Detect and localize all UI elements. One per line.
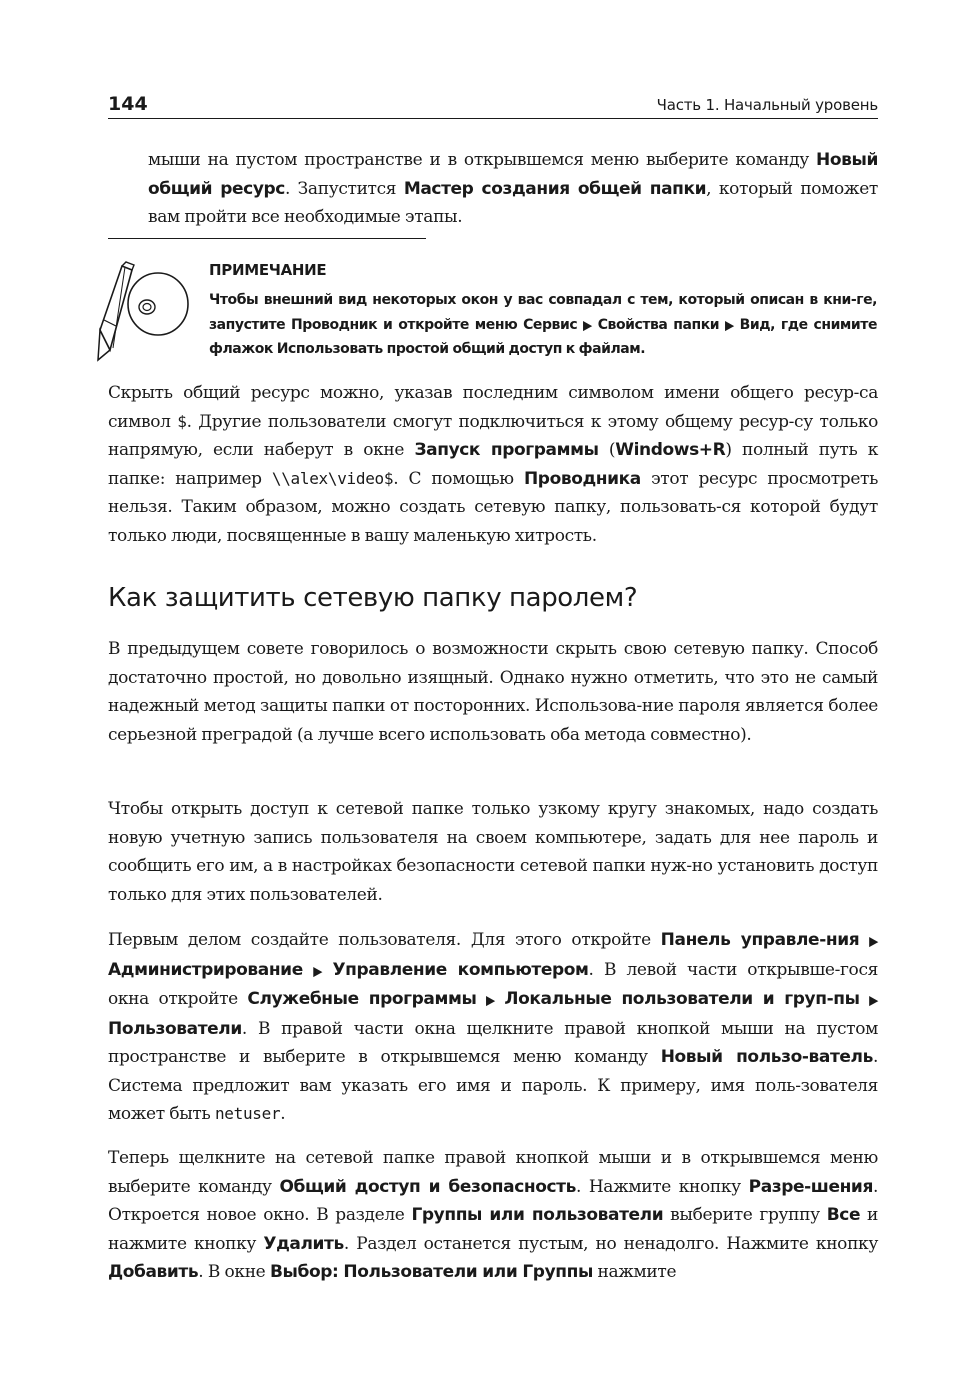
menu-arrow-icon: ▶: [485, 992, 495, 1008]
section-paragraph-2: Чтобы открыть доступ к сетевой папке только узкому кругу знакомых, надо создать новую учетную запись пользователя на своем компьютере, задать для нее пароль и сообщить его им, а в настройках безопасности сетевой папки нуж-но установить доступ только для этих пользователей.: [108, 799, 878, 905]
page-header: [108, 92, 878, 118]
note-block: [92, 238, 882, 366]
menu-arrow-icon: ▶: [725, 316, 734, 333]
header-rule: [108, 118, 878, 119]
note-rule: [108, 238, 426, 239]
menu-arrow-icon: ▶: [583, 316, 592, 333]
menu-arrow-icon: ▶: [313, 962, 323, 979]
menu-arrow-icon: ▶: [869, 992, 878, 1008]
page-number: 144: [108, 93, 148, 115]
note-text: Чтобы внешний вид некоторых окон у вас совпадал с тем, который описан в кни-ге, запустите Проводник и откройте меню Сервис ▶ Свойства папки ▶ Вид, где снимите флажок Использовать простой общий доступ к файлам.: [209, 292, 877, 357]
section-heading: Как защитить сетевую папку паролем?: [108, 583, 638, 613]
section-paragraph-4: Теперь щелкните на сетевой папке правой кнопкой мыши и в открывшемся меню выберите команду Общий доступ и безопасность. Нажмите кнопку Разре-шения. Откроется новое окно. В разделе Группы или пользователи выберите группу Все и нажмите кнопку Удалить. Раздел останется пустым, но ненадолго. Нажмите кнопку Добавить. В окне Выбор: Пользователи или Группы нажмите: [108, 1148, 879, 1282]
running-head: Часть 1. Начальный уровень: [656, 96, 878, 114]
hidden-share-paragraph: Скрыть общий ресурс можно, указав последним символом имени общего ресур-са символ $. Другие пользователи смогут подключиться к этому общему ресур-су только напрямую, если наберут в окне Запуск программы (Windows+R) полный путь к папке: например \\alex\video$. С помощью Проводника этот ресурс просмотреть нельзя. Таким образом, можно создать сетевую папку, пользовать-ся которой будут только люди, посвященные в вашу маленькую хитрость.: [108, 383, 879, 546]
section-paragraph-1: В предыдущем совете говорилось о возможности скрыть свою сетевую папку. Способ достаточно простой, но довольно изящный. Однако нужно отметить, что это не самый надежный метод защиты папки от посторонних. Использова-ние пароля является более серьезной преградой (а лучше всего использовать оба метода совместно).: [108, 639, 878, 745]
intro-paragraph: мыши на пустом пространстве и в открывшемся меню выберите команду Новый общий ресурс. Запустится Мастер создания общей папки, который поможет вам пройти все необходимые этапы.: [148, 150, 878, 227]
note-title: ПРИМЕЧАНИЕ: [209, 261, 327, 279]
section-paragraph-3: Первым делом создайте пользователя. Для этого откройте Панель управле-ния ▶ Администрирование ▶ Управление компьютером. В левой части открывше-гося окна откройте Служебные программы ▶ Локальные пользователи и груп-пы ▶ Пользователи. В правой части окна щелкните правой кнопкой мыши на пустом пространстве и выберите в открывшемся меню команду Новый пользо-ватель. Система предложит вам указать его имя и пароль. К примеру, имя поль-зователя может быть netuser.: [108, 926, 878, 1129]
pencil-disc-icon: [92, 260, 202, 372]
menu-arrow-icon: ▶: [869, 933, 878, 949]
